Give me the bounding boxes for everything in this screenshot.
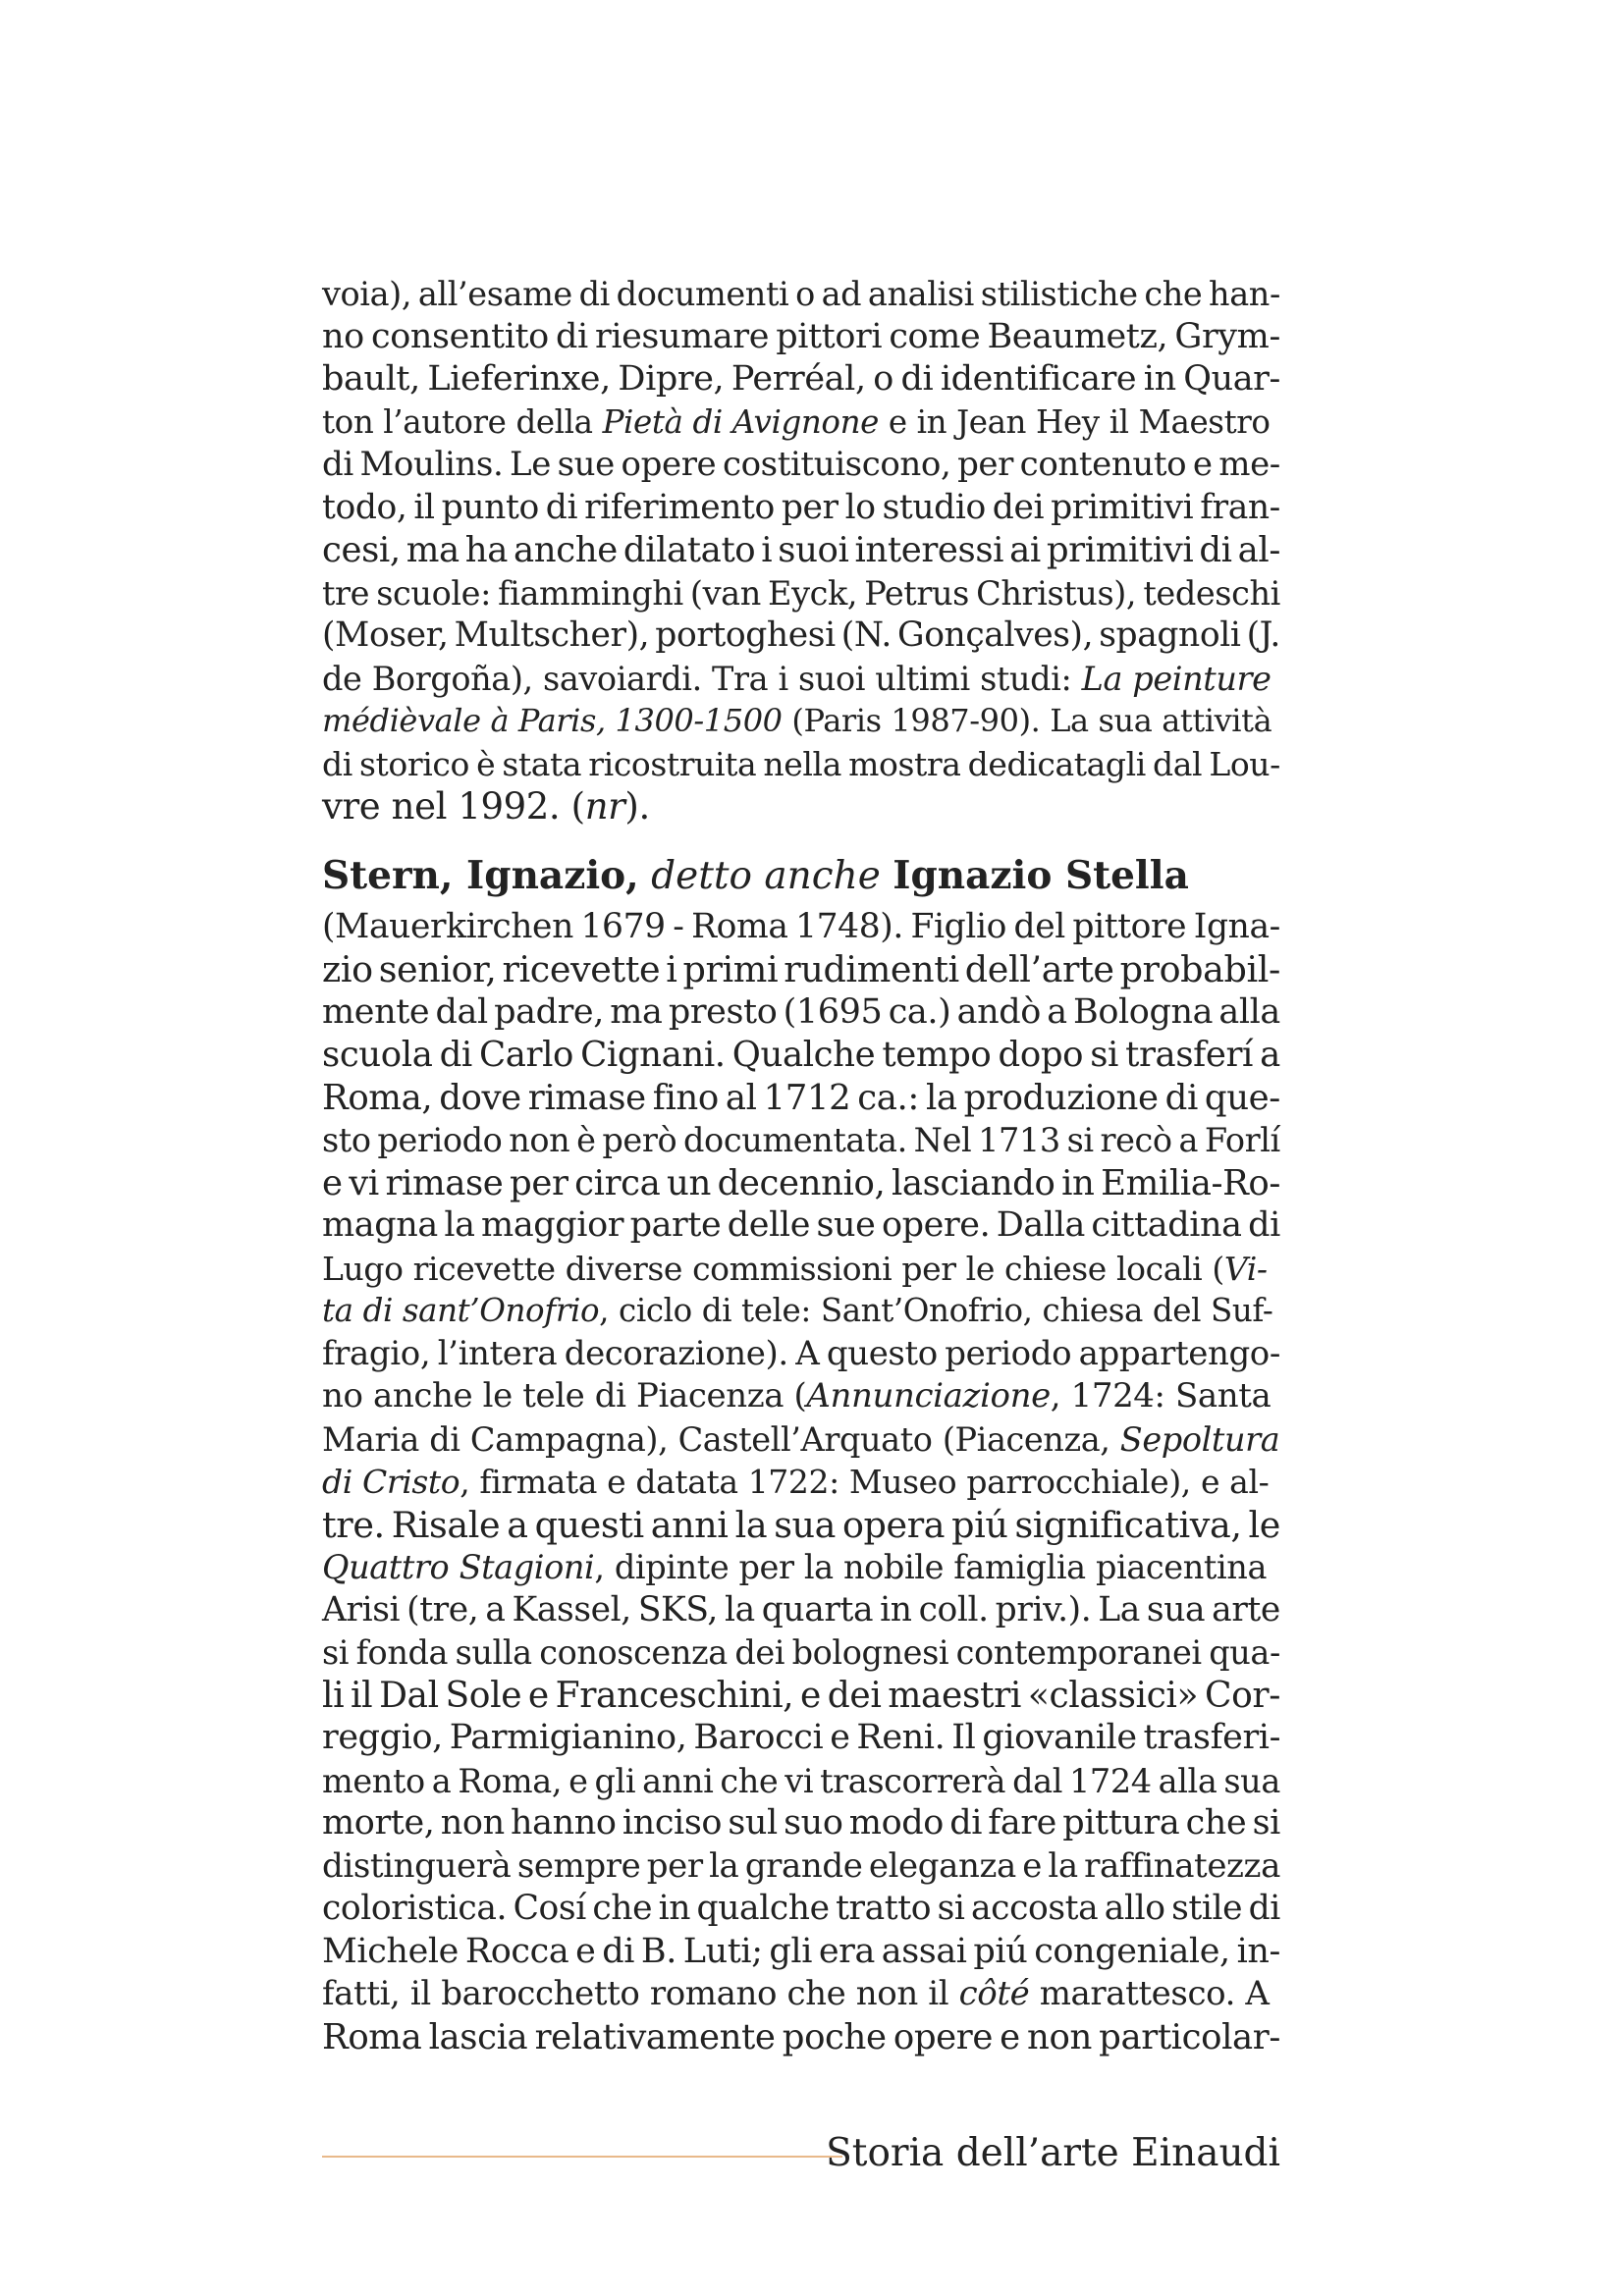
text-line: no consentito di riesumare pittori come Beaumetz, Grym- — [322, 316, 1280, 356]
text-line: (Moser, Multscher), portoghesi (N. Gonçalves), spagnoli (J. — [322, 615, 1280, 655]
text-line: Roma, dove rimase fino al 1712 ca.: la produzione di que- — [322, 1077, 1280, 1118]
text-line: di Cristo, firmata e datata 1722: Museo parrocchiale), e al- — [322, 1463, 1270, 1501]
text-line: Maria di Campagna), Castell’Arquato (Piacenza, Sepoltura — [322, 1419, 1280, 1459]
text-line: Arisi (tre, a Kassel, SKS, la quarta in coll. priv.). La sua arte — [322, 1589, 1280, 1629]
text-line: de Borgoña), savoiardi. Tra i suoi ultimi studi: La peinture — [322, 659, 1271, 698]
text-line: e vi rimase per circa un decennio, lasciando in Emilia-Ro- — [322, 1162, 1280, 1203]
footer-divider — [322, 2156, 842, 2158]
text-line: scuola di Carlo Cignani. Qualche tempo dopo si trasferí a — [322, 1035, 1280, 1075]
text-line: vre nel 1992. (nr). — [322, 785, 650, 828]
artwork-title: di Cristo — [322, 1463, 460, 1501]
text-line: Lugo ricevette diverse commissioni per le chiese locali (Vi- — [322, 1249, 1268, 1288]
book-title: médièvale à Paris, 1300-1500 — [322, 702, 783, 739]
text-line: mente dal padre, ma presto (1695 ca.) andò a Bologna alla — [322, 991, 1280, 1032]
text-line: no anche le tele di Piacenza (Annunciazione, 1724: Santa — [322, 1376, 1271, 1415]
artwork-title: Vi- — [1223, 1249, 1268, 1288]
text-line: voia), all’esame di documenti o ad analisi stilistiche che han- — [322, 275, 1280, 313]
text-line: magna la maggior parte delle sue opere. Dalla cittadina di — [322, 1205, 1280, 1245]
artwork-title: Pietà di Avignone — [602, 402, 879, 441]
text-line: fragio, l’intera decorazione). A questo periodo appartengo- — [322, 1333, 1280, 1373]
artwork-title: Annunciazione — [806, 1376, 1051, 1415]
text-line: morte, non hanno inciso sul suo modo di fare pittura che si — [322, 1803, 1280, 1842]
entry-connector: detto anche — [651, 853, 881, 898]
page-body — [322, 273, 1280, 2058]
text-line: ton l’autore della Pietà di Avignone e in Jean Hey il Maestro — [322, 402, 1271, 441]
text-line: di Moulins. Le sue opere costituiscono, per contenuto e me- — [322, 445, 1280, 484]
text-line: cesi, ma ha anche dilatato i suoi interessi ai primitivi di al- — [322, 530, 1280, 570]
artwork-title: Sepoltura — [1119, 1419, 1280, 1459]
text-line: coloristica. Cosí che in qualche tratto si accosta allo stile di — [322, 1889, 1280, 1928]
text-line: si fonda sulla conoscenza dei bolognesi contemporanei qua- — [322, 1633, 1280, 1672]
book-title: La peinture — [1081, 659, 1271, 698]
text-line: reggio, Parmigianino, Barocci e Reni. Il giovanile trasferi- — [322, 1718, 1280, 1757]
text-line: Roma lascia relativamente poche opere e non particolar- — [322, 2016, 1280, 2057]
footer-publication-title: Storia dell’arte Einaudi — [826, 2131, 1280, 2175]
text-line: zio senior, ricevette i primi rudimenti dell’arte probabil- — [322, 948, 1280, 990]
author-initials: nr — [584, 785, 625, 828]
entry-heading — [322, 850, 1280, 902]
text-line: Michele Rocca e di B. Luti; gli era assai piú congeniale, in- — [322, 1931, 1280, 1971]
text-line: Quattro Stagioni, dipinte per la nobile famiglia piacentina — [322, 1548, 1268, 1586]
page-footer — [322, 2128, 1280, 2179]
entry-alias: Ignazio Stella — [893, 852, 1189, 898]
italic-term: côté — [958, 1974, 1030, 2013]
artwork-title: ta di sant’Onofrio — [322, 1292, 600, 1329]
text-line: mento a Roma, e gli anni che vi trascorrerà dal 1724 alla sua — [322, 1761, 1280, 1800]
text-line: tre scuole: fiamminghi (van Eyck, Petrus Christus), tedeschi — [322, 573, 1280, 613]
text-line: li il Dal Sole e Franceschini, e dei maestri «classici» Cor- — [322, 1675, 1280, 1716]
text-line: sto periodo non è però documentata. Nel 1713 si recò a Forlí — [322, 1121, 1280, 1159]
text-line: médièvale à Paris, 1300-1500 (Paris 1987-90). La sua attività — [322, 702, 1272, 739]
text-line: ta di sant’Onofrio, ciclo di tele: Sant’Onofrio, chiesa del Suf- — [322, 1292, 1273, 1329]
text-line: (Mauerkirchen 1679 - Roma 1748). Figlio del pittore Igna- — [322, 906, 1280, 946]
text-line: bault, Lieferinxe, Dipre, Perréal, o di identificare in Quar- — [322, 359, 1280, 399]
text-line: distinguerà sempre per la grande eleganza e la raffinatezza — [322, 1845, 1280, 1886]
text-line: tre. Risale a questi anni la sua opera piú significativa, le — [322, 1503, 1280, 1546]
entry-body-text — [322, 906, 1280, 2059]
artwork-title: Quattro Stagioni — [322, 1548, 595, 1586]
entry-name: Stern, Ignazio, — [322, 852, 639, 898]
text-line: todo, il punto di riferimento per lo studio dei primitivi fran- — [322, 487, 1280, 527]
text-line: fatti, il barocchetto romano che non il côté marattesco. A — [322, 1974, 1270, 2013]
previous-entry-text — [322, 273, 1280, 828]
text-line: di storico è stata ricostruita nella mostra dedicatagli dal Lou- — [322, 744, 1280, 783]
